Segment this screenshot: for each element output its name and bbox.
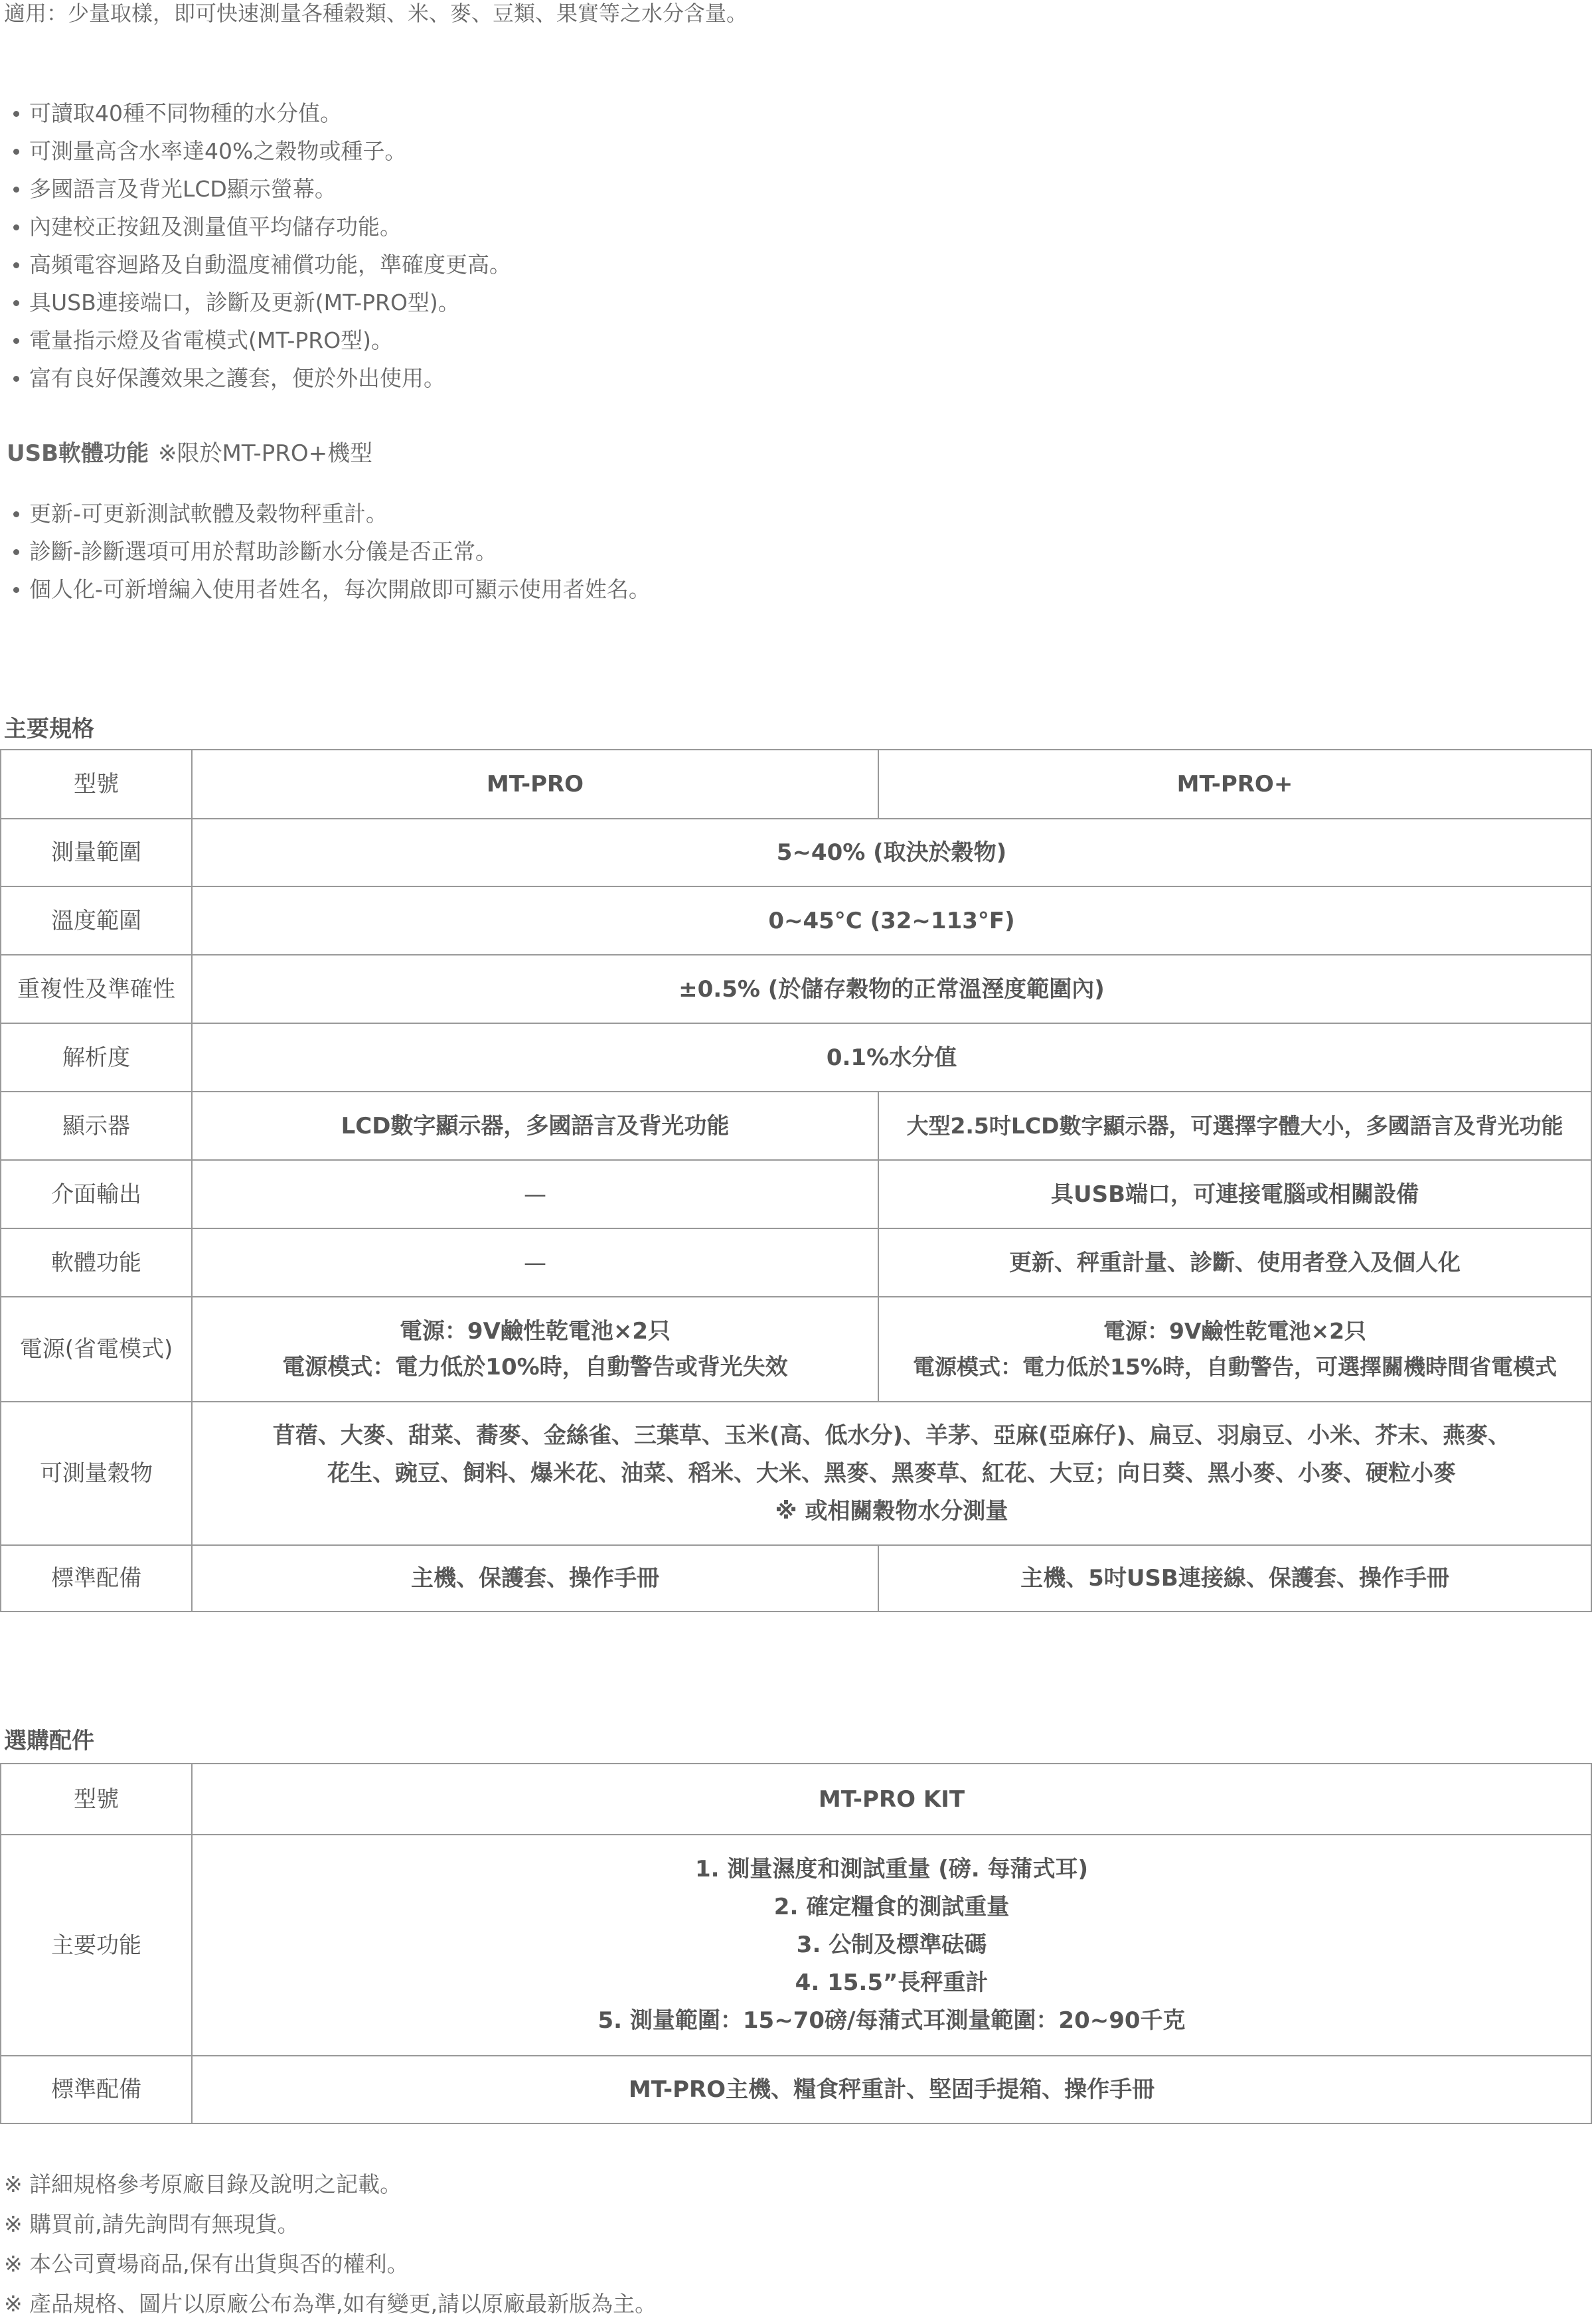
spec-row-value: 0.1%水分值 (192, 1023, 1591, 1092)
usb-heading-title: USB軟體功能 (7, 440, 149, 467)
table-row (1, 1545, 1591, 1612)
feature-item: 具USB連接端口，診斷及更新(MT-PRO型)。 (9, 284, 511, 321)
spec-row-col2: 大型2.5吋LCD數字顯示器，可選擇字體大小，多國語言及背光功能 (878, 1092, 1591, 1160)
table-row (1, 1764, 1591, 1835)
footnote: ※ 詳細規格參考原廠目錄及說明之記載。 (4, 2171, 402, 2197)
footnote: ※ 購買前,請先詢問有無現貨。 (4, 2211, 299, 2237)
usb-feature-item: 更新-可更新測試軟體及穀物秤重計。 (9, 495, 651, 533)
spec-header-col2: MT-PRO+ (878, 750, 1591, 819)
power-line: 電源模式：電力低於10%時，自動警告或背光失效 (282, 1354, 788, 1380)
feature-item: 可測量高含水率達40%之穀物或種子。 (9, 132, 511, 170)
spec-row-label: 解析度 (1, 1023, 192, 1092)
optional-table (0, 1763, 1592, 2124)
feature-item: 可讀取40種不同物種的水分值。 (9, 94, 511, 132)
spec-row-col1 (192, 1297, 878, 1402)
spec-row-col2: 主機、5吋USB連接線、保護套、操作手冊 (878, 1545, 1591, 1612)
power-line: 電源：9V鹼性乾電池×2只 (1103, 1318, 1367, 1344)
feature-item: 多國語言及背光LCD顯示螢幕。 (9, 170, 511, 208)
table-row (1, 1092, 1591, 1160)
spec-row-col1: LCD數字顯示器，多國語言及背光功能 (192, 1092, 878, 1160)
spec-row-label: 電源(省電模式) (1, 1297, 192, 1402)
table-row (1, 1835, 1591, 2056)
optional-row-label: 主要功能 (1, 1835, 192, 2056)
spec-row-label: 溫度範圍 (1, 886, 192, 955)
function-item: 4. 15.5”長秤重計 (795, 1969, 989, 1996)
feature-item: 電量指示燈及省電模式(MT-PRO型)。 (9, 321, 511, 359)
spec-row-label: 重複性及準確性 (1, 955, 192, 1023)
footnote: ※ 產品規格、圖片以原廠公布為準,如有變更,請以原廠最新版為主。 (4, 2291, 657, 2317)
spec-row-label: 可測量穀物 (1, 1402, 192, 1545)
power-line: 電源模式：電力低於15%時，自動警告，可選擇關機時間省電模式 (913, 1354, 1557, 1380)
spec-header-col1: MT-PRO (192, 750, 878, 819)
spec-row-value: ±0.5% (於儲存穀物的正常溫溼度範圍內) (192, 955, 1591, 1023)
grains-note: ※ 或相關穀物水分測量 (775, 1497, 1008, 1525)
spec-row-label: 標準配備 (1, 1545, 192, 1612)
optional-row-label: 標準配備 (1, 2056, 192, 2123)
spec-row-col1: — (192, 1160, 878, 1228)
table-row (1, 750, 1591, 819)
spec-row-col1: 主機、保護套、操作手冊 (192, 1545, 878, 1612)
grains-line: 花生、豌豆、飼料、爆米花、油菜、稻米、大米、黑麥、黑麥草、紅花、大豆；向日葵、黑小麥、小麥、硬粒小麥 (327, 1459, 1456, 1487)
spec-row-col1: — (192, 1228, 878, 1297)
footnotes (4, 2165, 657, 2324)
table-row (1, 955, 1591, 1023)
optional-title: 選購配件 (4, 1728, 94, 1754)
feature-list (9, 94, 511, 397)
spec-row-col2: 更新、秤重計量、診斷、使用者登入及個人化 (878, 1228, 1591, 1297)
spec-row-label: 顯示器 (1, 1092, 192, 1160)
function-item: 5. 測量範圍：15~70磅/每蒲式耳測量範圍：20~90千克 (598, 2007, 1186, 2034)
grains-line: 苜蓿、大麥、甜菜、蕎麥、金絲雀、三葉草、玉米(高、低水分)、羊茅、亞麻(亞麻仔)、扁豆、羽扇豆、小米、芥末、燕麥、 (272, 1422, 1511, 1449)
table-row (1, 1160, 1591, 1228)
intro-text: 適用：少量取樣，即可快速測量各種穀類、米、麥、豆類、果實等之水分含量。 (4, 1, 748, 26)
power-line: 電源：9V鹼性乾電池×2只 (399, 1318, 671, 1345)
spec-row-value: 5~40% (取決於穀物) (192, 819, 1591, 886)
feature-item: 內建校正按鈕及測量值平均儲存功能。 (9, 208, 511, 246)
usb-feature-item: 診斷-診斷選項可用於幫助診斷水分儀是否正常。 (9, 533, 651, 570)
optional-row-value: MT-PRO主機、糧食秤重計、堅固手提箱、操作手冊 (192, 2056, 1591, 2123)
optional-header-value: MT-PRO KIT (192, 1764, 1591, 1835)
table-row (1, 1023, 1591, 1092)
usb-feature-item: 個人化-可新增編入使用者姓名，每次開啟即可顯示使用者姓名。 (9, 570, 651, 608)
footnote: ※ 本公司賣場商品,保有出貨與否的權利。 (4, 2251, 409, 2277)
spec-header-label: 型號 (1, 750, 192, 819)
table-row (1, 886, 1591, 955)
table-row (1, 1297, 1591, 1402)
table-row (1, 2056, 1591, 2123)
optional-functions (192, 1835, 1591, 2056)
feature-item: 富有良好保護效果之護套，便於外出使用。 (9, 359, 511, 397)
table-row (1, 1228, 1591, 1297)
table-row (1, 1402, 1591, 1545)
function-item: 2. 確定糧食的測試重量 (773, 1894, 1010, 1920)
table-row (1, 819, 1591, 886)
optional-header-label: 型號 (1, 1764, 192, 1835)
specs-table (0, 749, 1592, 1612)
spec-row-value (192, 1402, 1591, 1545)
spec-row-label: 介面輸出 (1, 1160, 192, 1228)
specs-title: 主要規格 (4, 716, 94, 742)
function-item: 1. 測量濕度和測試重量 (磅. 每蒲式耳) (694, 1856, 1089, 1882)
feature-item: 高頻電容迴路及自動溫度補償功能，準確度更高。 (9, 246, 511, 284)
function-item: 3. 公制及標準砝碼 (796, 1932, 987, 1958)
spec-row-col2: 具USB端口，可連接電腦或相關設備 (878, 1160, 1591, 1228)
spec-row-label: 軟體功能 (1, 1228, 192, 1297)
usb-feature-list (9, 495, 651, 608)
spec-row-value: 0~45°C (32~113°F) (192, 886, 1591, 955)
usb-heading (7, 436, 372, 471)
spec-row-col2 (878, 1297, 1591, 1402)
usb-heading-note: ※限於MT-PRO+機型 (158, 440, 373, 467)
spec-row-label: 測量範圍 (1, 819, 192, 886)
